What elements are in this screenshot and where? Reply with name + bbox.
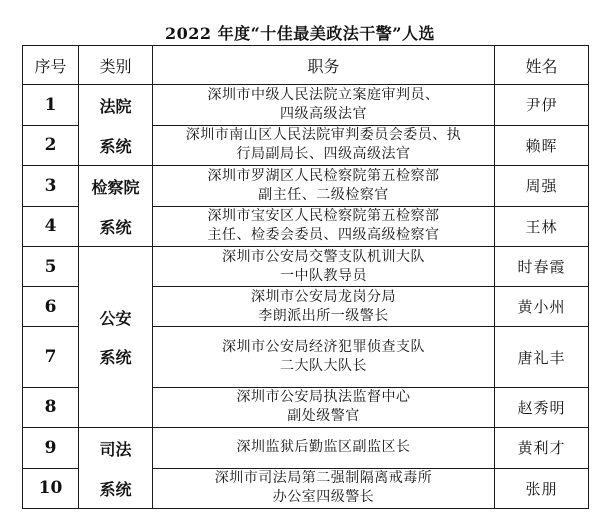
category-justice-line-1: 司法 — [99, 439, 132, 459]
row-number: 10 — [23, 468, 79, 509]
name-cell: 黄小州 — [495, 287, 589, 327]
name-cell: 时春霞 — [495, 247, 589, 287]
table-row — [23, 428, 589, 469]
position-cell — [153, 125, 495, 166]
name-cell: 张朋 — [495, 468, 589, 509]
position-cell — [153, 206, 495, 247]
name-cell: 赵秀明 — [495, 387, 589, 427]
row-number: 2 — [23, 125, 79, 166]
position-line: 副主任、二级检察官 — [258, 186, 389, 203]
position-cell — [153, 387, 495, 427]
position-cell — [153, 166, 495, 207]
row-number: 4 — [23, 206, 79, 247]
position-cell — [153, 247, 495, 287]
category-court-line-2: 系统 — [99, 136, 132, 156]
position-line: 行局副局长、四级高级法官 — [236, 146, 411, 163]
row-number: 9 — [23, 428, 79, 469]
position-line: 办公室四级警长 — [272, 489, 375, 506]
category-justice — [79, 428, 153, 509]
position-line: 副处级警官 — [287, 408, 360, 425]
position-cell — [153, 327, 495, 387]
table-row — [23, 247, 589, 287]
position-line: 一中队教导员 — [280, 267, 367, 284]
category-police — [79, 247, 153, 428]
position-line: 深圳市公安局交警支队机训大队 — [222, 248, 425, 265]
position-line: 主任、检委会委员、四级高级检察官 — [207, 227, 440, 244]
header-category: 类别 — [79, 46, 153, 85]
position-cell — [153, 287, 495, 327]
row-number: 3 — [23, 166, 79, 207]
header-position: 职务 — [153, 46, 495, 85]
category-procuratorate-line-2: 系统 — [99, 217, 132, 237]
row-number: 8 — [23, 387, 79, 427]
position-line: 四级高级法官 — [280, 105, 367, 122]
row-number: 6 — [23, 287, 79, 327]
table-row — [23, 85, 589, 126]
document-title: 2022 年度“十佳最美政法干警”人选 — [164, 23, 435, 43]
position-cell — [153, 428, 495, 469]
name-cell: 赖晖 — [495, 125, 589, 166]
category-court — [79, 85, 153, 166]
name-cell: 黄利才 — [495, 428, 589, 469]
table-row — [23, 166, 589, 207]
position-line: 深圳市公安局龙岗分局 — [251, 288, 396, 305]
row-number: 1 — [23, 85, 79, 126]
position-line: 深圳市南山区人民法院审判委员会委员、执 — [185, 127, 462, 144]
position-line: 深圳市公安局经济犯罪侦查支队 — [222, 339, 425, 356]
position-cell — [153, 468, 495, 509]
position-line: 深圳市宝安区人民检察院第五检察部 — [207, 208, 440, 225]
header-no: 序号 — [23, 46, 79, 85]
name-cell: 尹伊 — [495, 85, 589, 126]
category-court-line-1: 法院 — [99, 96, 132, 116]
category-procuratorate — [79, 166, 153, 247]
candidate-table — [22, 45, 589, 509]
category-justice-line-2: 系统 — [99, 479, 132, 499]
position-line: 深圳监狱后勤监区副监区长 — [236, 439, 411, 456]
name-cell: 王林 — [495, 206, 589, 247]
name-cell: 唐礼丰 — [495, 327, 589, 387]
position-line: 深圳市中级人民法院立案庭审判员、 — [207, 86, 440, 103]
category-police-line-2: 系统 — [99, 348, 132, 367]
table-header-row — [23, 46, 589, 85]
position-cell — [153, 85, 495, 126]
category-procuratorate-line-1: 检察院 — [91, 177, 140, 197]
category-police-line-1: 公安 — [99, 309, 132, 328]
position-line: 深圳市司法局第二强制隔离戒毒所 — [214, 470, 433, 487]
position-line: 二大队大队长 — [280, 358, 367, 375]
position-line: 李朗派出所一级警长 — [258, 307, 389, 324]
row-number: 7 — [23, 327, 79, 387]
header-name: 姓名 — [495, 46, 589, 85]
name-cell: 周强 — [495, 166, 589, 207]
row-number: 5 — [23, 247, 79, 287]
position-line: 深圳市公安局执法监督中心 — [236, 389, 411, 406]
position-line: 深圳市罗湖区人民检察院第五检察部 — [207, 167, 440, 184]
